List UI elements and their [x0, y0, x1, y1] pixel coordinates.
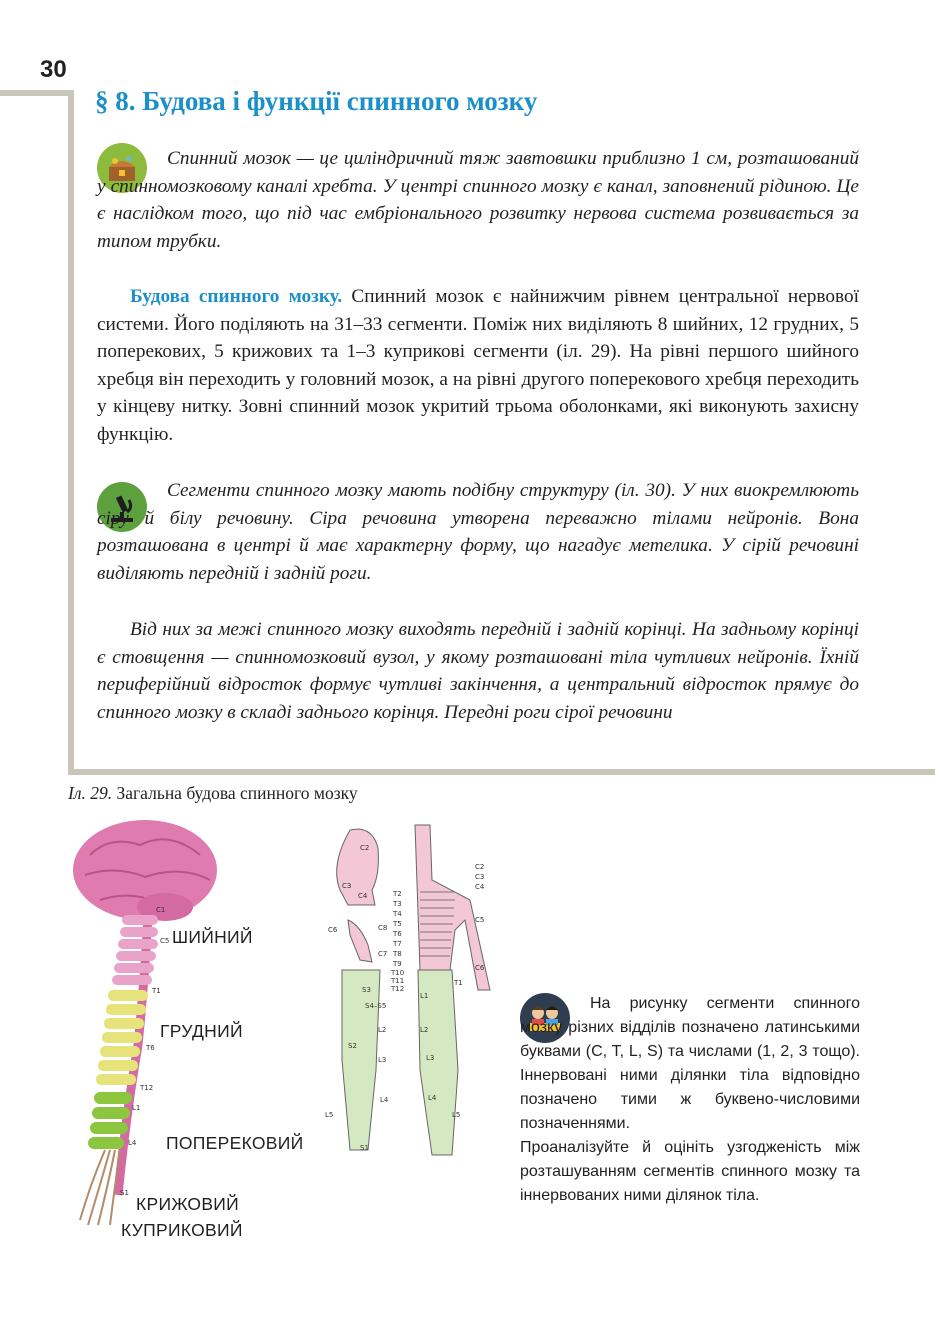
svg-text:L1: L1 — [420, 992, 429, 1000]
svg-text:C3: C3 — [475, 873, 485, 881]
dermatome-arm — [348, 920, 372, 962]
svg-text:S1: S1 — [360, 1144, 369, 1152]
label-sacral: КРИЖОВИЙ — [136, 1194, 240, 1214]
svg-text:S1: S1 — [120, 1189, 129, 1197]
page-number: 30 — [40, 56, 67, 83]
svg-text:T6: T6 — [146, 1044, 155, 1052]
figure-caption-number: Іл. 29. — [68, 783, 113, 803]
segments-paragraph — [97, 477, 859, 587]
task-text-1: На рисунку сегменти спинного мозку різних відділів позначено латинськими буквами (C, T, L, S) та числами (1, 2, 3 тощо). Іннервовані ними ділянки тіла відповідно позначено тими ж буквено-числовими позначеннями. — [520, 995, 860, 1132]
svg-text:C6: C6 — [328, 926, 338, 934]
dermatome-leg-back — [342, 970, 380, 1150]
frame-left-rule — [68, 90, 74, 775]
svg-text:T10: T10 — [391, 969, 405, 977]
label-thoracic: ГРУДНИЙ — [160, 1021, 243, 1041]
structure-heading: Будова спинного мозку. — [130, 286, 343, 307]
svg-text:S4–S5: S4–S5 — [365, 1002, 387, 1010]
svg-text:L3: L3 — [426, 1054, 435, 1062]
task-box — [520, 992, 860, 1208]
svg-text:L5: L5 — [325, 1111, 334, 1119]
svg-text:L1: L1 — [132, 1104, 141, 1112]
svg-text:T7: T7 — [393, 940, 402, 948]
svg-text:T8: T8 — [393, 950, 402, 958]
intro-paragraph — [97, 145, 859, 255]
svg-text:L5: L5 — [452, 1111, 461, 1119]
svg-text:T6: T6 — [393, 930, 402, 938]
svg-text:T11: T11 — [391, 977, 405, 985]
svg-text:T4: T4 — [393, 910, 402, 918]
segments-text: Сегменти спинного мозку мають подібну структуру (іл. 30). У них виокремлюють сіру й білу речовину. Сіра речовина утворена переважно тілами нейронів. Вона розташована в центрі й має характерну форму, що нагадує метелика. У сірій речовині виділяють передній і задній роги. — [97, 480, 859, 584]
dermatome-illustration — [320, 820, 505, 1170]
label-cervical: ШИЙНИЙ — [172, 927, 253, 947]
svg-text:T1: T1 — [152, 987, 161, 995]
frame-top-rule — [0, 90, 74, 96]
structure-paragraph — [97, 283, 859, 448]
svg-text:C5: C5 — [160, 937, 170, 945]
roots-text: Від них за межі спинного мозку виходять передній і задній корінці. На задньому корінці є стовщення — спинномозковий вузол, у якому розташовані тіла чутливих нейронів. Їхній периферійний відросток формує чутливі закінчення, а центральний відросток прямує до спинного мозку в складі заднього корінця. Передні роги сірої речовини — [97, 619, 859, 723]
svg-text:C4: C4 — [358, 892, 368, 900]
frame-bottom-rule — [68, 769, 935, 775]
svg-text:C5: C5 — [475, 916, 485, 924]
svg-text:T3: T3 — [393, 900, 402, 908]
roots-paragraph — [97, 616, 859, 726]
svg-text:L4: L4 — [428, 1094, 437, 1102]
label-lumbar: ПОПЕРЕКОВИЙ — [166, 1133, 304, 1153]
section-title: § 8. Будова і функції спинного мозку — [95, 86, 538, 116]
svg-text:L2: L2 — [420, 1026, 429, 1034]
svg-text:S2: S2 — [348, 1042, 357, 1050]
figure-caption — [68, 783, 358, 804]
svg-text:C8: C8 — [378, 924, 388, 932]
svg-text:L3: L3 — [378, 1056, 387, 1064]
svg-text:T5: T5 — [393, 920, 402, 928]
svg-text:T9: T9 — [393, 960, 402, 968]
svg-text:L4: L4 — [128, 1139, 137, 1147]
label-coccygeal: КУПРИКОВИЙ — [121, 1220, 243, 1240]
figure-caption-text: Загальна будова спинного мозку — [112, 783, 358, 803]
intro-text: Спинний мозок — це циліндричний тяж завтовшки приблизно 1 см, розташований у спинномозковому каналі хребта. У центрі спинного мозку є канал, заповнений рідиною. Це є наслідком того, що під час ембріонального розвитку нервова система розвивається за типом трубки. — [97, 148, 859, 252]
svg-text:C6: C6 — [475, 964, 485, 972]
svg-text:C3: C3 — [342, 882, 352, 890]
svg-text:T1: T1 — [454, 979, 463, 987]
svg-text:C2: C2 — [475, 863, 485, 871]
svg-text:C2: C2 — [360, 844, 370, 852]
svg-text:C1: C1 — [156, 906, 166, 914]
svg-text:T12: T12 — [391, 985, 405, 993]
task-text-2: Проаналізуйте й оцініть узгодженість між розташуванням сегментів спинного мозку та іннервованих ними ділянок тіла. — [520, 1139, 860, 1204]
svg-text:T12: T12 — [140, 1084, 154, 1092]
svg-text:S3: S3 — [362, 986, 371, 994]
svg-text:C4: C4 — [475, 883, 485, 891]
structure-text: Спинний мозок є найнижчим рівнем центральної нервової системи. Його поділяють на 31–33 сегменти. Поміж них виділяють 8 шийних, 12 грудних, 5 поперекових, 5 крижових та 1–3 куприкові сегменти (іл. 29). На рівні першого шийного хребця він переходить у головний мозок, а на рівні другого поперекового хребця переходить у кінцеву нитку. Зовні спинний мозок укритий трьома оболонками, які виконують захисну функцію. — [97, 286, 859, 445]
svg-text:L2: L2 — [378, 1026, 387, 1034]
svg-text:L4: L4 — [380, 1096, 389, 1104]
svg-text:C7: C7 — [378, 950, 388, 958]
svg-text:T2: T2 — [393, 890, 402, 898]
